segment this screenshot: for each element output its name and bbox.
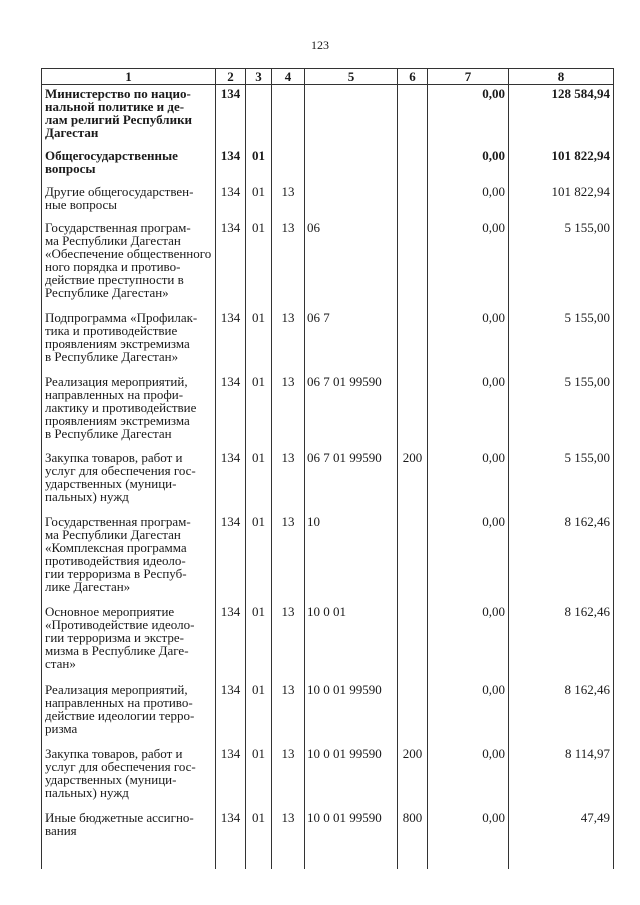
- row-code-2: 134: [216, 513, 246, 603]
- row-code-4: 13: [272, 183, 305, 219]
- column-header: 8: [509, 69, 614, 85]
- row-name: Закупка товаров, работ и услуг для обеспечения гос- ударственных (муници- пальных) нужд: [42, 745, 216, 809]
- row-name: Основное мероприятие «Противодействие идеоло- гии терроризма и экстре- мизма в Республике Даге- стан»: [42, 603, 216, 681]
- row-code-2: 134: [216, 309, 246, 373]
- row-code-4: [272, 85, 305, 148]
- table-row: [42, 449, 614, 513]
- row-code-5: 06 7 01 99590: [305, 373, 398, 449]
- row-code-3: 01: [246, 745, 272, 809]
- table-row: [42, 809, 614, 845]
- row-code-2: 134: [216, 809, 246, 845]
- row-code-3: 01: [246, 603, 272, 681]
- empty-cell: [398, 845, 428, 869]
- row-code-6: [398, 373, 428, 449]
- column-header: 2: [216, 69, 246, 85]
- table-row: [42, 309, 614, 373]
- page-number: 123: [311, 38, 329, 52]
- row-code-3: 01: [246, 681, 272, 745]
- row-code-2: 134: [216, 681, 246, 745]
- column-header: 4: [272, 69, 305, 85]
- table-row: [42, 85, 614, 148]
- row-value-8: 8 114,97: [509, 745, 614, 809]
- column-header: 3: [246, 69, 272, 85]
- row-code-2: 134: [216, 183, 246, 219]
- row-value-7: 0,00: [428, 373, 509, 449]
- row-code-3: 01: [246, 373, 272, 449]
- row-code-2: 134: [216, 603, 246, 681]
- row-code-4: 13: [272, 603, 305, 681]
- row-value-8: 5 155,00: [509, 449, 614, 513]
- empty-cell: [428, 845, 509, 869]
- row-value-8: 8 162,46: [509, 681, 614, 745]
- row-value-7: 0,00: [428, 681, 509, 745]
- row-code-4: 13: [272, 745, 305, 809]
- table-row: [42, 513, 614, 603]
- row-code-5: [305, 147, 398, 183]
- row-code-4: 13: [272, 809, 305, 845]
- table-filler-row: [42, 845, 614, 869]
- row-code-5: [305, 85, 398, 148]
- row-value-7: 0,00: [428, 309, 509, 373]
- row-name: Другие общегосударствен- ные вопросы: [42, 183, 216, 219]
- row-code-2: 134: [216, 449, 246, 513]
- empty-cell: [42, 845, 216, 869]
- column-header: 6: [398, 69, 428, 85]
- row-code-6: [398, 309, 428, 373]
- row-code-4: [272, 147, 305, 183]
- row-code-3: 01: [246, 183, 272, 219]
- row-value-7: 0,00: [428, 449, 509, 513]
- row-name: Государственная програм- ма Республики Дагестан «Обеспечение общественного ного порядка и противо- действие преступности в Республике Дагестан»: [42, 219, 216, 309]
- row-code-2: 134: [216, 219, 246, 309]
- row-value-8: 5 155,00: [509, 309, 614, 373]
- row-value-8: 5 155,00: [509, 373, 614, 449]
- row-code-5: 10: [305, 513, 398, 603]
- row-value-8: 101 822,94: [509, 183, 614, 219]
- row-code-4: 13: [272, 373, 305, 449]
- row-code-5: [305, 183, 398, 219]
- row-value-7: 0,00: [428, 85, 509, 148]
- row-code-6: [398, 513, 428, 603]
- row-value-8: 128 584,94: [509, 85, 614, 148]
- row-code-3: 01: [246, 449, 272, 513]
- row-code-6: 200: [398, 745, 428, 809]
- row-name: Реализация мероприятий, направленных на противо- действие идеологии терро- ризма: [42, 681, 216, 745]
- row-code-5: 10 0 01 99590: [305, 745, 398, 809]
- row-value-7: 0,00: [428, 603, 509, 681]
- row-value-8: 5 155,00: [509, 219, 614, 309]
- row-code-6: [398, 219, 428, 309]
- budget-table: [41, 68, 614, 869]
- row-code-4: 13: [272, 219, 305, 309]
- row-code-3: 01: [246, 809, 272, 845]
- row-code-6: [398, 603, 428, 681]
- row-code-2: 134: [216, 147, 246, 183]
- row-code-5: 06 7 01 99590: [305, 449, 398, 513]
- row-code-5: 10 0 01 99590: [305, 809, 398, 845]
- empty-cell: [216, 845, 246, 869]
- row-name: Закупка товаров, работ и услуг для обеспечения гос- ударственных (муници- пальных) нужд: [42, 449, 216, 513]
- row-value-8: 8 162,46: [509, 603, 614, 681]
- row-code-6: [398, 681, 428, 745]
- table-row: [42, 147, 614, 183]
- row-code-5: 10 0 01: [305, 603, 398, 681]
- row-code-6: [398, 183, 428, 219]
- empty-cell: [509, 845, 614, 869]
- row-code-5: 06 7: [305, 309, 398, 373]
- row-code-3: 01: [246, 513, 272, 603]
- row-value-7: 0,00: [428, 809, 509, 845]
- empty-cell: [272, 845, 305, 869]
- row-value-7: 0,00: [428, 745, 509, 809]
- row-code-2: 134: [216, 373, 246, 449]
- table-row: [42, 603, 614, 681]
- column-header: 7: [428, 69, 509, 85]
- row-code-2: 134: [216, 745, 246, 809]
- row-code-3: [246, 85, 272, 148]
- table-row: [42, 681, 614, 745]
- table-row: [42, 373, 614, 449]
- row-code-5: 10 0 01 99590: [305, 681, 398, 745]
- row-code-3: 01: [246, 219, 272, 309]
- row-code-6: 800: [398, 809, 428, 845]
- table-row: [42, 219, 614, 309]
- row-value-8: 8 162,46: [509, 513, 614, 603]
- empty-cell: [305, 845, 398, 869]
- row-value-7: 0,00: [428, 147, 509, 183]
- row-code-4: 13: [272, 449, 305, 513]
- row-code-4: 13: [272, 309, 305, 373]
- row-value-7: 0,00: [428, 513, 509, 603]
- row-code-6: [398, 147, 428, 183]
- row-code-6: 200: [398, 449, 428, 513]
- row-code-3: 01: [246, 309, 272, 373]
- row-name: Министерство по нацио- нальной политике и де- лам религий Республики Дагестан: [42, 85, 216, 148]
- row-name: Иные бюджетные ассигно- вания: [42, 809, 216, 845]
- row-name: Подпрограмма «Профилак- тика и противодействие проявлениям экстремизма в Республике Дагестан»: [42, 309, 216, 373]
- row-name: Государственная програм- ма Республики Дагестан «Комплексная программа противодействия идеоло- гии терроризма в Респуб- лике Дагестан»: [42, 513, 216, 603]
- row-code-2: 134: [216, 85, 246, 148]
- table-row: [42, 183, 614, 219]
- row-code-4: 13: [272, 681, 305, 745]
- column-header: 5: [305, 69, 398, 85]
- row-name: Реализация мероприятий, направленных на профи- лактику и противодействие проявлениям экстремизма в Республике Дагестан: [42, 373, 216, 449]
- row-value-8: 101 822,94: [509, 147, 614, 183]
- row-value-7: 0,00: [428, 183, 509, 219]
- empty-cell: [246, 845, 272, 869]
- header-row: [42, 69, 614, 85]
- row-value-8: 47,49: [509, 809, 614, 845]
- column-header: 1: [42, 69, 216, 85]
- row-code-3: 01: [246, 147, 272, 183]
- row-code-6: [398, 85, 428, 148]
- row-code-4: 13: [272, 513, 305, 603]
- row-name: Общегосударственные вопросы: [42, 147, 216, 183]
- row-code-5: 06: [305, 219, 398, 309]
- table-row: [42, 745, 614, 809]
- row-value-7: 0,00: [428, 219, 509, 309]
